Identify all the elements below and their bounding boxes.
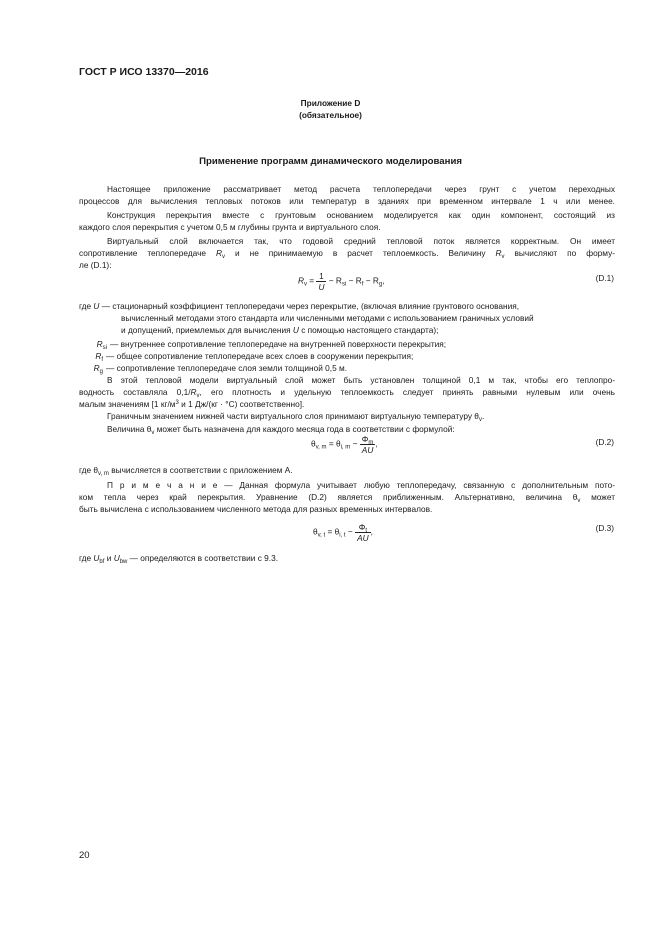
paragraph-3-line-1: Виртуальный слой включается так, что годовой средний тепловой поток является корректным. Он имеет	[107, 236, 615, 246]
where-u-line-1: где U — стационарный коэффициент теплопередачи через перекрытие, (включая влияние грунтового основания,	[79, 301, 520, 311]
note-line-2: ком тепла через край перекрытия. Уравнение (D.2) является приближенным. Альтернативно, величина $\theta_v$ может	[79, 492, 615, 504]
paragraph-4-line-3: малым значениям [1 $кг/м^3$ и 1 Дж/(кг · °С) соответственно].	[79, 399, 305, 409]
rg-definition: — сопротивление теплопередаче слоя земли толщиной 0,5 м.	[106, 363, 348, 373]
paragraph-3-line-3: ле (D.1):	[79, 260, 112, 270]
paragraph-4-line-1: В этой тепловой модели виртуальный слой может быть установлен толщиной 0,1 м так, чтобы его теплопро-	[107, 375, 615, 385]
paragraph-2-line-1: Конструкция перекрытия вместе с грунтовым основанием моделируется как один компонент, состоящий из	[107, 210, 615, 220]
paragraph-3-line-2: сопротивление теплопередаче $R_v$ и не принимаемую в расчет теплоемкость. Величину $R_v$ вычисляют по форму-	[79, 248, 616, 260]
annex-status: (обязательное)	[299, 110, 362, 120]
where-theta-vm: где $\theta_{v, m}$ вычисляется в соответствии с приложением А.	[79, 465, 293, 477]
equation-d2: $\theta_{v, m} = \theta_{i, m}$ − $\frac{\Phi_m}{AU}$ ,	[311, 434, 378, 455]
equation-d3-number: (D.3)	[595, 523, 614, 533]
equation-d3: $\theta_{v, t} = \theta_{i, t}$ − $\frac{\Phi_t}{AU}$ ,	[313, 522, 373, 543]
section-title: Применение программ динамического моделирования	[199, 156, 462, 167]
paragraph-5: Граничным значением нижней части виртуального слоя принимают виртуальную температуру $\theta_v$.	[107, 411, 485, 423]
paragraph-1-line-2: процессов для вычисления тепловых потоков или температур в зданиях при временном интервале 1 ч или менее.	[79, 196, 615, 206]
page-number: 20	[79, 850, 90, 861]
rsi-definition: — внутреннее сопротивление теплопередаче на внутренней поверхности перекрытия;	[110, 339, 447, 349]
paragraph-1-line-1: Настоящее приложение рассматривает метод расчета теплопередачи через грунт с учетом переходных	[107, 184, 615, 194]
rg-symbol: $R_g$	[93, 363, 103, 375]
where-u-line-3: и допущений, приемлемых для вычисления U с помощью настоящего стандарта);	[121, 325, 439, 335]
rf-definition: — общее сопротивление теплопередаче всех слоев в сооружении перекрытия;	[106, 351, 414, 361]
equation-d2-number: (D.2)	[595, 437, 614, 447]
paragraph-2-line-2: каждого слоя перекрытия с учетом 0,5 м глубины грунта и виртуального слоя.	[79, 222, 381, 232]
rf-symbol: $R_f$	[95, 351, 103, 363]
where-u-line-2: вычисленный методами этого стандарта или численными методами с использованием граничных условий	[121, 313, 534, 323]
where-ubf-ubw: где $U_{bf}$ и $U_{bw}$ — определяются в соответствии с 9.3.	[79, 553, 279, 565]
paragraph-4-line-2: водность составляла $0,1/R_v$, его плотность и удельную теплоемкость следует принять равными нулевым или очень	[79, 387, 615, 399]
note-line-3: быть вычислена с использованием численного метода для разных временных интервалов.	[79, 504, 433, 514]
rsi-symbol: $R_{si}$	[96, 339, 107, 351]
paragraph-6: Величина $\theta_v$ может быть назначена для каждого месяца года в соответствии с формулой:	[107, 424, 455, 436]
equation-d1: $R_v$ = $\frac{1}{U}$ − $R_{si} - R_f - R_g$,	[298, 271, 385, 292]
equation-d1-number: (D.1)	[595, 273, 614, 283]
annex-title: Приложение D	[300, 98, 361, 108]
note-line-1: П р и м е ч а н и е — Данная формула учитывает любую теплопередачу, связанную с дополнительным пото-	[107, 480, 615, 490]
standard-code: ГОСТ Р ИСО 13370—2016	[79, 66, 209, 78]
